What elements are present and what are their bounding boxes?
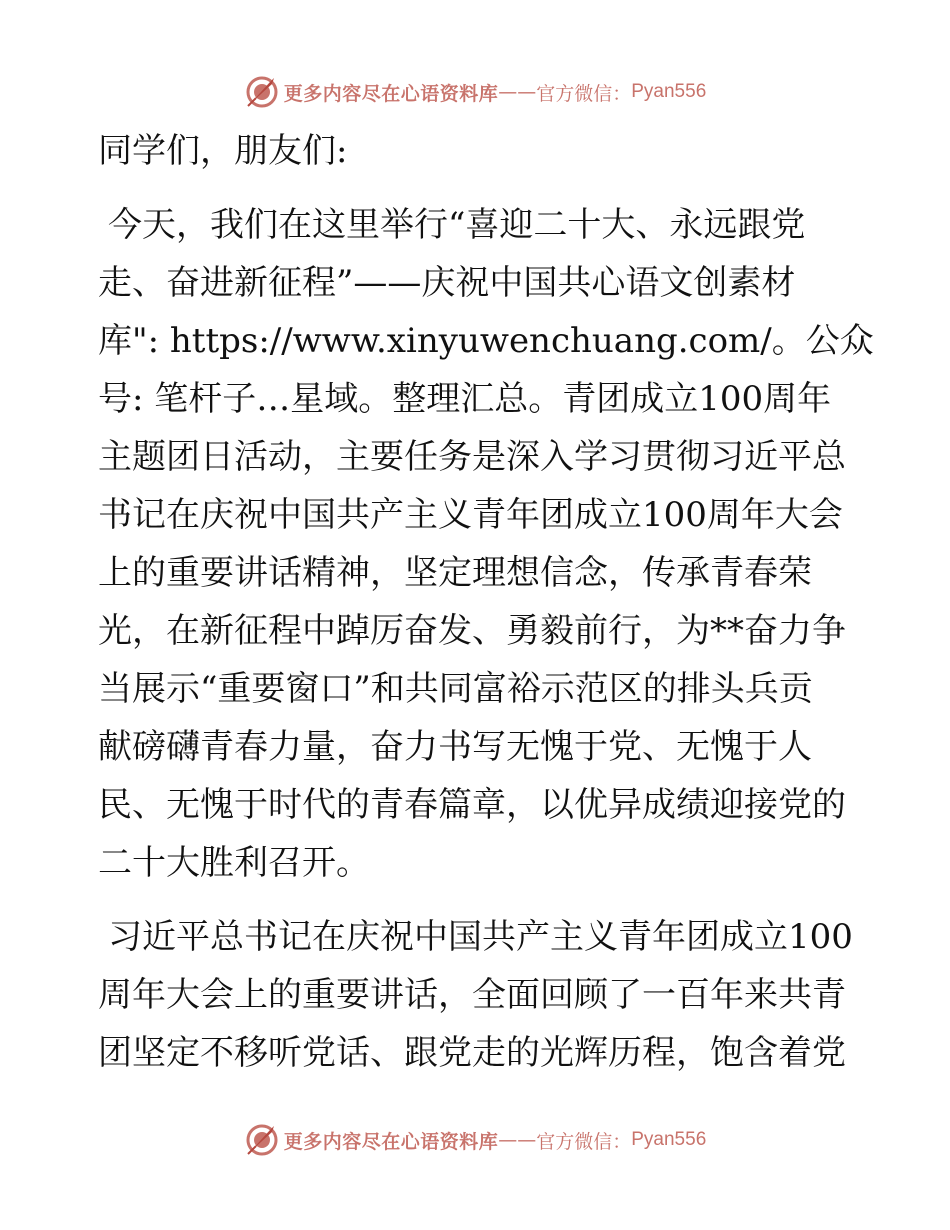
paragraph-1-line: 书记在庆祝中国共产主义青年团成立100周年大会: [98, 495, 843, 535]
paragraph-1-line: 上的重要讲话精神，坚定理想信念，传承青春荣: [98, 553, 812, 593]
watermark-official: 官方微信：: [536, 1130, 632, 1153]
watermark-separator: ——: [498, 81, 537, 103]
paragraph-1-line: 今天，我们在这里举行“喜迎二十大、永远跟党: [108, 205, 806, 245]
paragraph-1: [98, 196, 874, 892]
paragraph-2-line: 习近平总书记在庆祝中国共产主义青年团成立100: [108, 917, 853, 957]
paragraph-1-line: 民、无愧于时代的青春篇章，以优异成绩迎接党的: [98, 785, 846, 825]
paragraph-1-line: 走、奋进新征程”——庆祝中国共心语文创素材: [98, 263, 796, 303]
paragraph-1-line: 献磅礴青春力量，奋力书写无愧于党、无愧于人: [98, 727, 812, 767]
paragraph-1-line: 光，在新征程中踔厉奋发、勇毅前行，为**奋力争: [98, 611, 846, 651]
quill-logo-icon: [244, 1122, 280, 1158]
paragraph-2-line: 团坚定不移听党话、跟党走的光辉历程，饱含着党: [98, 1033, 846, 1073]
paragraph-1-line: 号: 笔杆子…星域。整理汇总。青团成立100周年: [98, 379, 832, 419]
paragraph-1-line: 库": https://www.xinyuwenchuang.com/。公众: [98, 321, 874, 361]
watermark-brand: 更多内容尽在心语资料库: [283, 1130, 499, 1153]
watermark-wechat-id: Pyan556: [631, 81, 707, 102]
greeting: 同学们，朋友们:: [98, 131, 348, 171]
document-body: [98, 122, 874, 1082]
footer-watermark: [0, 1120, 950, 1160]
paragraph-2: [98, 908, 858, 1082]
paragraph-1-line: 二十大胜利召开。: [98, 843, 370, 883]
watermark-brand: 更多内容尽在心语资料库: [283, 82, 499, 105]
header-watermark: [0, 72, 950, 112]
watermark-official: 官方微信：: [536, 82, 632, 105]
quill-logo-icon: [244, 74, 280, 110]
watermark-wechat-id: Pyan556: [631, 1129, 707, 1150]
paragraph-1-line: 主题团日活动，主要任务是深入学习贯彻习近平总: [98, 437, 846, 477]
paragraph-2-line: 周年大会上的重要讲话，全面回顾了一百年来共青: [98, 975, 846, 1015]
watermark-separator: ——: [498, 1129, 537, 1151]
paragraph-1-line: 当展示“重要窗口”和共同富裕示范区的排头兵贡: [98, 669, 813, 709]
